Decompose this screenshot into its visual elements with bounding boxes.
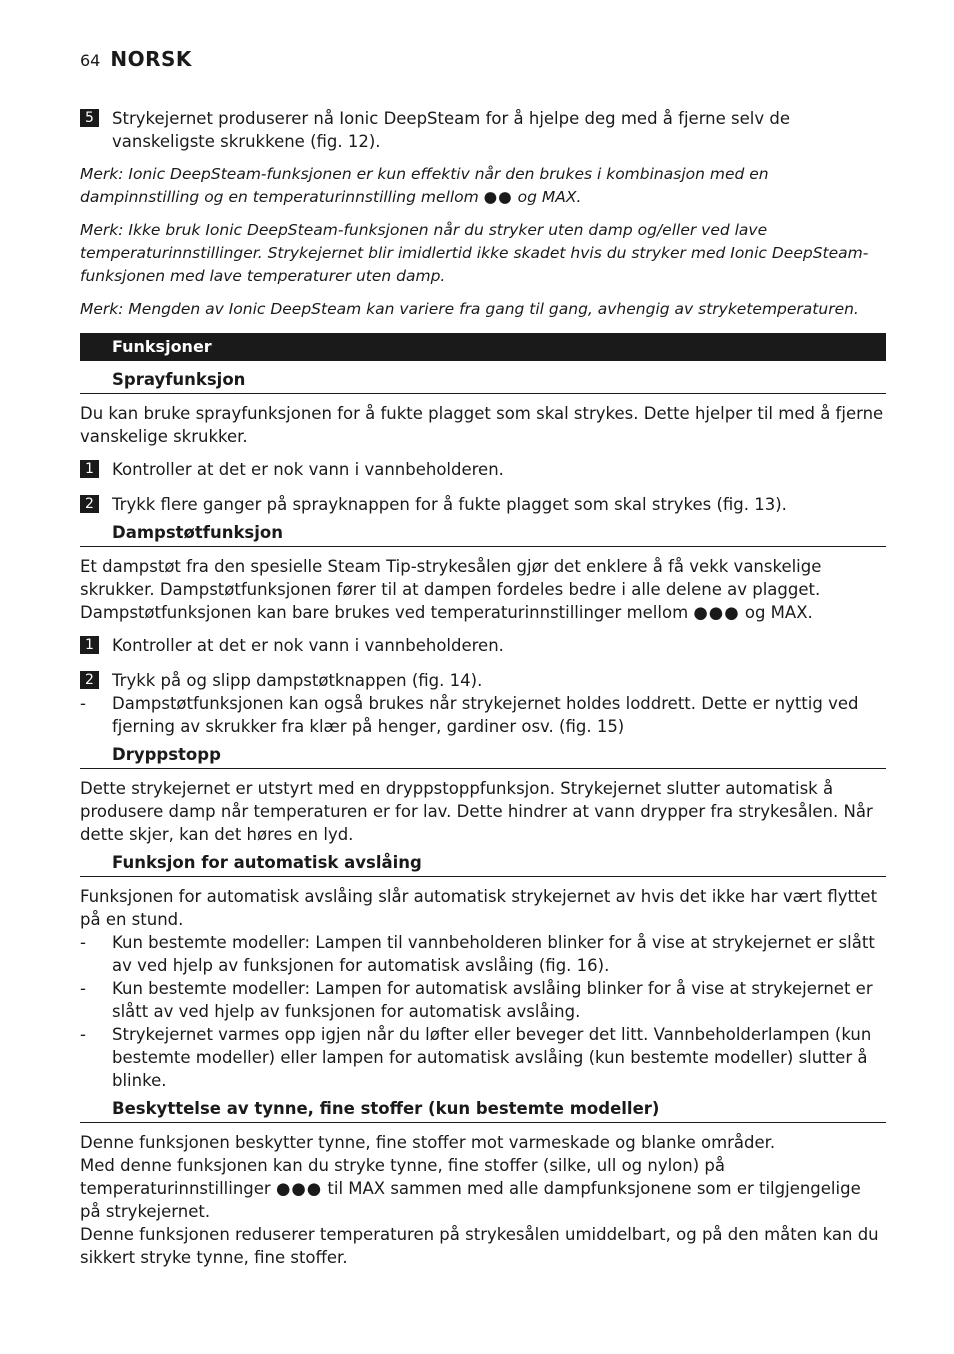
subheading-auto-off: Funksjon for automatisk avslåing	[80, 850, 886, 877]
step-5	[80, 107, 886, 153]
spray-step-1	[80, 458, 886, 481]
spray-step-2	[80, 493, 886, 516]
subheading-spray: Sprayfunksjon	[80, 367, 886, 394]
step-text: Strykejernet produserer nå Ionic DeepSteam for å hjelpe deg med å fjerne selv de vanskeligste skrukkene (fig. 12).	[112, 109, 791, 151]
subheading-drip-stop: Dryppstopp	[80, 742, 886, 769]
temperature-dots-icon: ●●●	[275, 1179, 323, 1198]
language-heading: NORSK	[110, 47, 192, 71]
step-text: Kontroller at det er nok vann i vannbeholderen.	[112, 636, 504, 655]
temperature-dots-icon: ●●	[483, 188, 513, 206]
auto-bullet-2	[80, 977, 886, 1023]
step-number-badge: 5	[80, 109, 99, 127]
delicate-line-3: Denne funksjonen reduserer temperaturen på strykesålen umiddelbart, og på den måten kan du sikkert stryke tynne, fine stoffer.	[80, 1225, 879, 1267]
step-number-badge: 2	[80, 671, 99, 689]
bullet-dash: -	[80, 1025, 86, 1044]
note-effective: Merk: Ionic DeepSteam-funksjonen er kun effektiv når den brukes i kombinasjon med en dampinnstilling og en temperaturinnstilling mellom ●● og MAX.	[80, 165, 769, 206]
step-number-badge: 1	[80, 460, 99, 478]
steam-shot-paragraph: Et dampstøt fra den spesielle Steam Tip-strykesålen gjør det enklere å få vekk vanskelige skrukker. Dampstøtfunksjonen fører til at dampen fordeles bedre i alle delene av plagget. Dampstøtfunksjonen kan bare brukes ved temperaturinnstillinger mellom ●●● og MAX.	[80, 557, 822, 622]
section-title-bar: Funksjoner	[80, 333, 886, 361]
shot-bullet	[80, 692, 886, 738]
drip-paragraph: Dette strykejernet er utstyrt med en dryppstoppfunksjon. Strykejernet slutter automatisk å produsere damp når temperaturen er for lav. Dette hindrer at vann drypper fra strykesålen. Når dette skjer, kan det høres en lyd.	[80, 779, 873, 844]
delicate-line-2: Med denne funksjonen kan du stryke tynne, fine stoffer (silke, ull og nylon) på temperaturinnstillinger ●●● til MAX sammen med alle dampfunksjonene som er tilgjengelige på strykejernet.	[80, 1156, 861, 1221]
auto-off-paragraph: Funksjonen for automatisk avslåing slår automatisk strykejernet av hvis det ikke har vært flyttet på en stund.	[80, 887, 878, 929]
auto-bullet-3	[80, 1023, 886, 1092]
shot-step-2	[80, 669, 886, 692]
bullet-text: Kun bestemte modeller: Lampen for automatisk avslåing blinker for å vise at strykejernet er slått av ved hjelp av funksjonen for automatisk avslåing.	[112, 979, 873, 1021]
note-no-steam: Merk: Ikke bruk Ionic DeepSteam-funksjonen når du stryker uten damp og/eller ved lave temperaturinnstillinger. Strykejernet blir imidlertid ikke skadet hvis du stryker med Ionic DeepSteam-funksjonen med lave temperaturer uten damp.	[80, 221, 869, 285]
page-content	[80, 107, 886, 1269]
step-number-badge: 2	[80, 495, 99, 513]
step-text: Kontroller at det er nok vann i vannbeholderen.	[112, 460, 504, 479]
delicate-line-1: Denne funksjonen beskytter tynne, fine stoffer mot varmeskade og blanke områder.	[80, 1133, 776, 1152]
page-number: 64	[80, 51, 101, 70]
step-text: Trykk på og slipp dampstøtknappen (fig. 14).	[112, 671, 483, 690]
page-header	[80, 47, 192, 71]
bullet-dash: -	[80, 933, 86, 952]
bullet-text: Dampstøtfunksjonen kan også brukes når strykejernet holdes loddrett. Dette er nyttig ved fjerning av skrukker fra klær på henger, gardiner osv. (fig. 15)	[112, 694, 859, 736]
auto-bullet-1	[80, 931, 886, 977]
subheading-steam-shot: Dampstøtfunksjon	[80, 520, 886, 547]
step-number-badge: 1	[80, 636, 99, 654]
step-text: Trykk flere ganger på sprayknappen for å fukte plagget som skal strykes (fig. 13).	[112, 495, 787, 514]
bullet-text: Strykejernet varmes opp igjen når du løfter eller beveger det litt. Vannbeholderlampen (kun bestemte modeller) eller lampen for automatisk avslåing (kun bestemte modeller) slutter å blinke.	[112, 1025, 872, 1090]
bullet-dash: -	[80, 694, 86, 713]
bullet-text: Kun bestemte modeller: Lampen til vannbeholderen blinker for å vise at strykejernet er slått av ved hjelp av funksjonen for automatisk avslåing (fig. 16).	[112, 933, 875, 975]
shot-step-1	[80, 634, 886, 657]
bullet-dash: -	[80, 979, 86, 998]
temperature-dots-icon: ●●●	[693, 603, 740, 622]
spray-paragraph: Du kan bruke sprayfunksjonen for å fukte plagget som skal strykes. Dette hjelper til med å fjerne vanskelige skrukker.	[80, 404, 884, 446]
subheading-delicate-fabrics: Beskyttelse av tynne, fine stoffer (kun bestemte modeller)	[80, 1096, 886, 1123]
note-amount: Merk: Mengden av Ionic DeepSteam kan variere fra gang til gang, avhengig av stryketemperaturen.	[80, 300, 859, 318]
